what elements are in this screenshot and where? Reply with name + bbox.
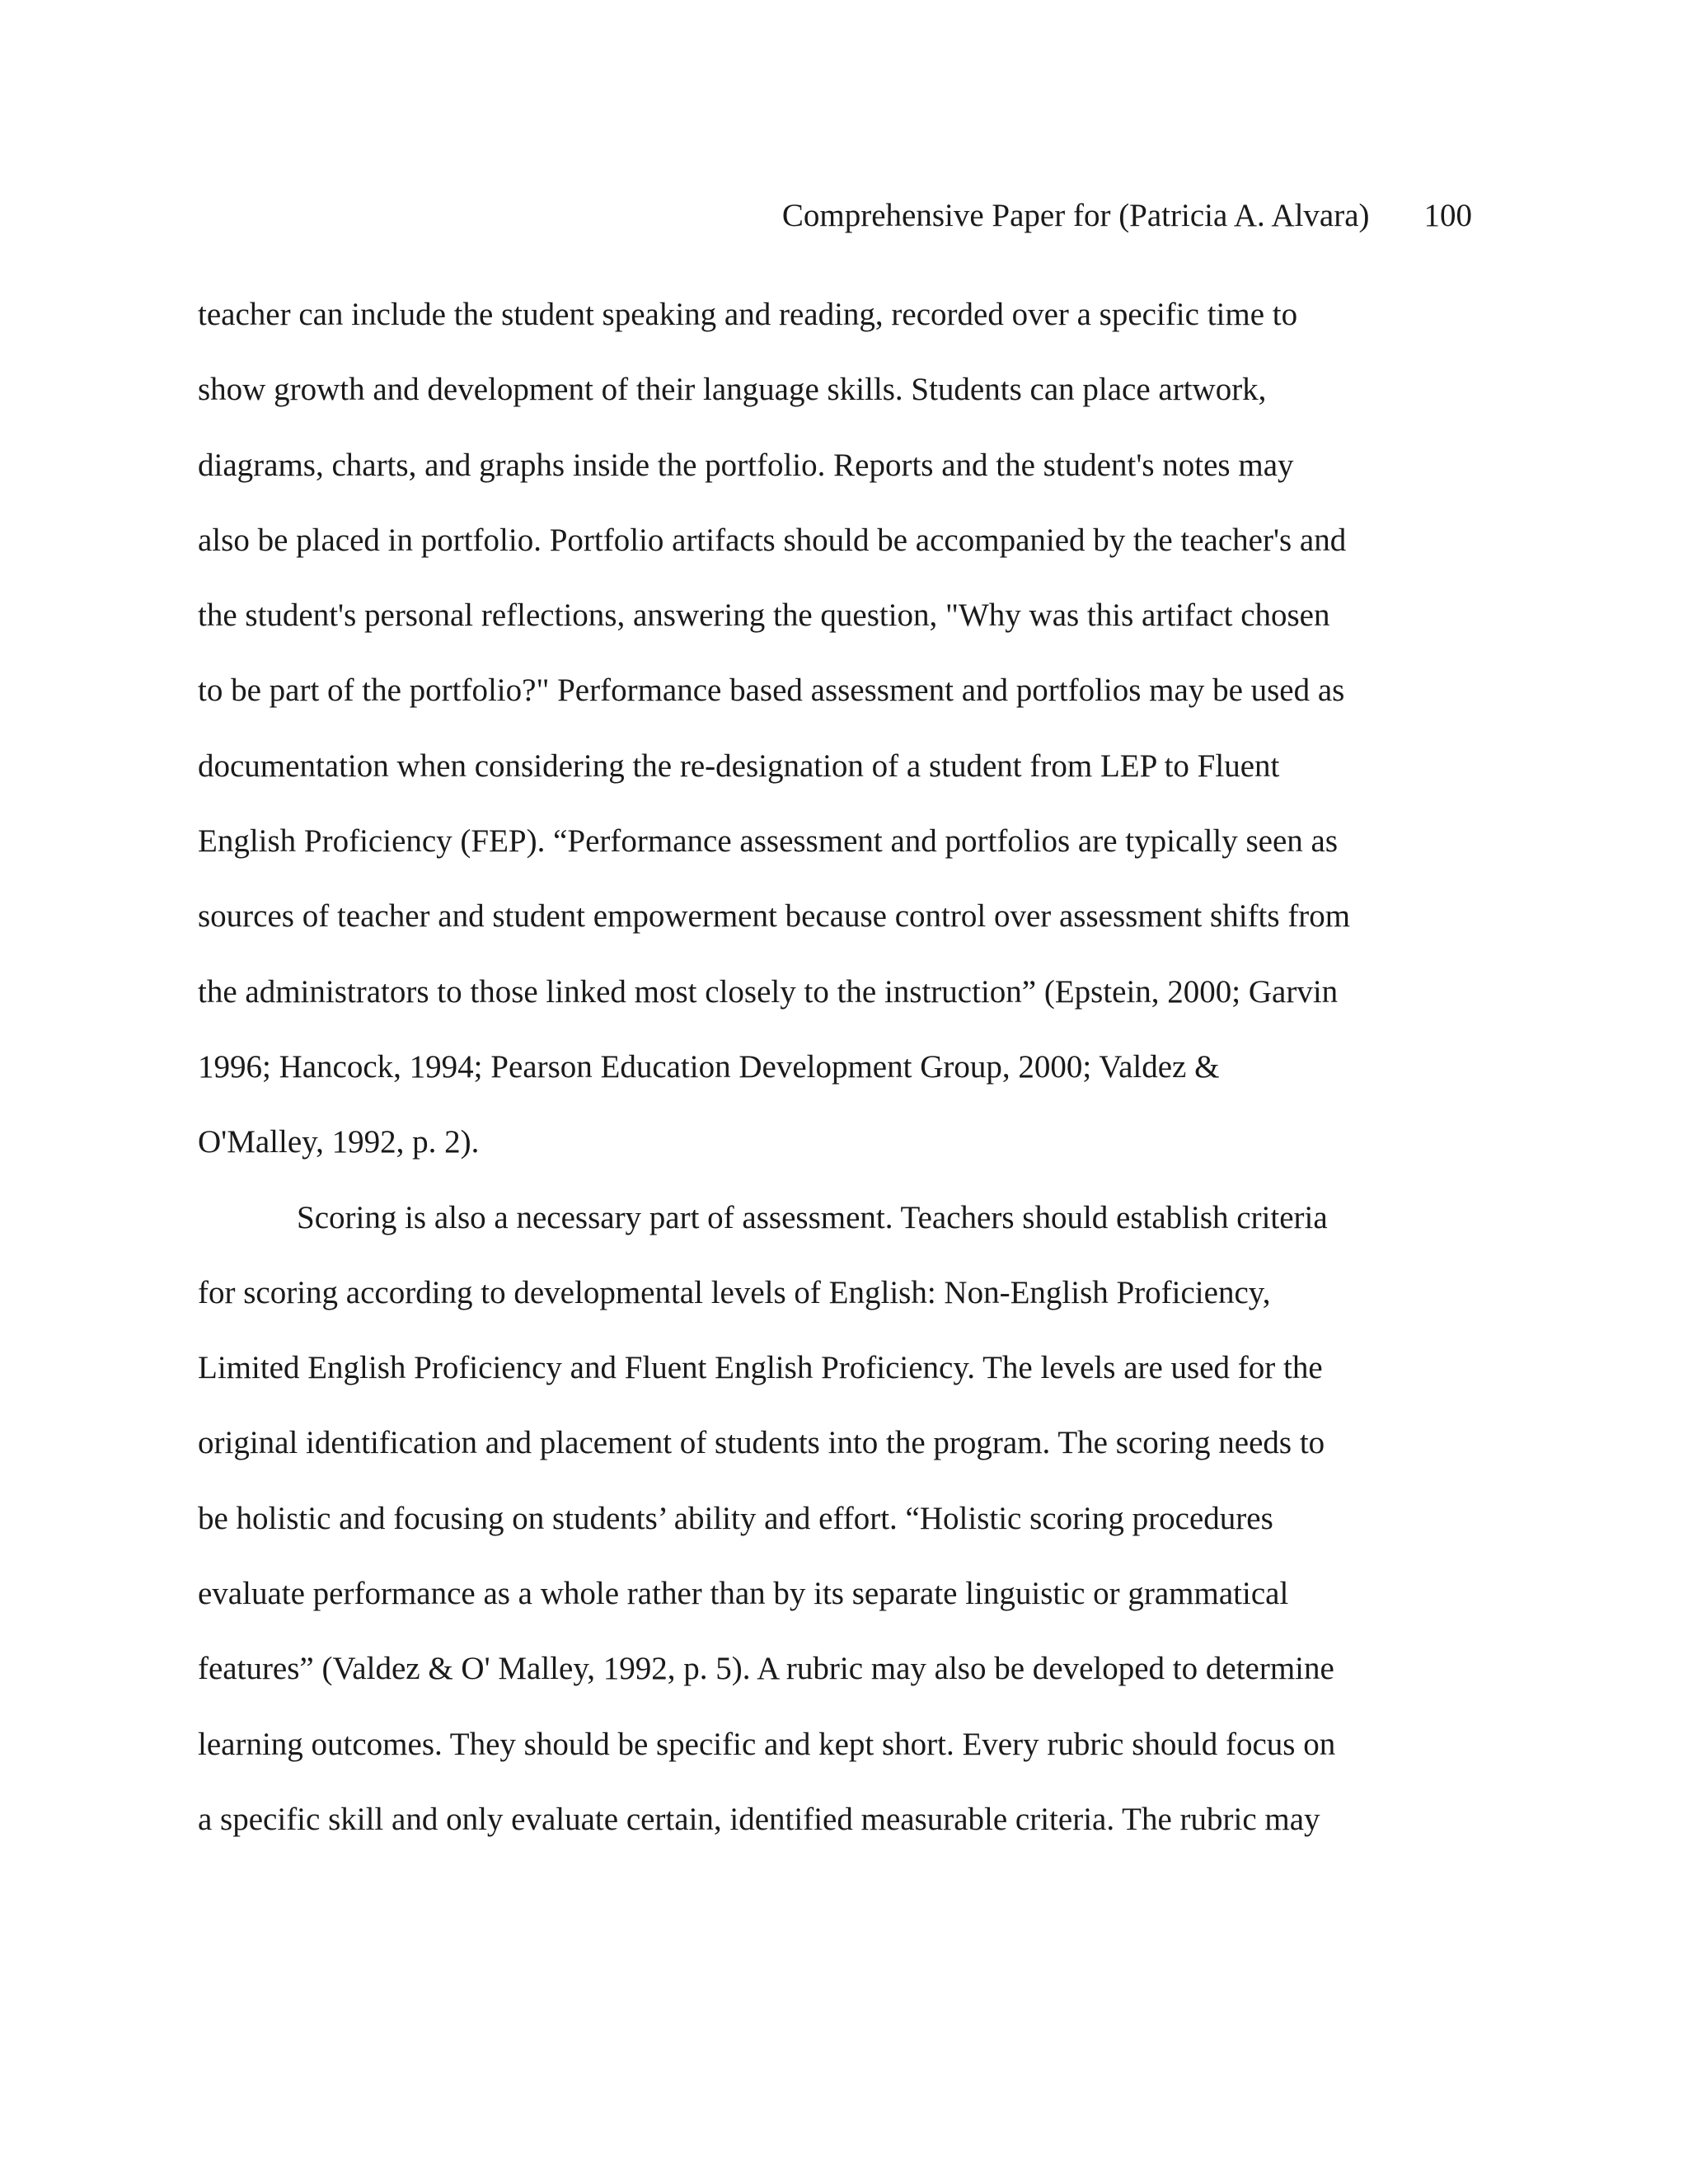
text-line: features” (Valdez & O' Malley, 1992, p. 5). A rubric may also be developed to determine bbox=[198, 1651, 1334, 1687]
text-line: a specific skill and only evaluate certain, identified measurable criteria. The rubric may bbox=[198, 1801, 1320, 1837]
text-line: 1996; Hancock, 1994; Pearson Education Development Group, 2000; Valdez & bbox=[198, 1048, 1220, 1085]
text-line: diagrams, charts, and graphs inside the portfolio. Reports and the student's notes may bbox=[198, 447, 1294, 483]
text-line: O'Malley, 1992, p. 2). bbox=[198, 1124, 480, 1160]
text-line: be holistic and focusing on students’ ability and effort. “Holistic scoring procedures bbox=[198, 1500, 1273, 1536]
running-head bbox=[782, 194, 1472, 237]
running-head-title: Comprehensive Paper for (Patricia A. Alvara) bbox=[781, 198, 1370, 233]
text-line: for scoring according to developmental levels of English: Non-English Proficiency, bbox=[198, 1274, 1271, 1310]
body-text bbox=[198, 293, 1451, 1873]
text-line: English Proficiency (FEP). “Performance assessment and portfolios are typically seen as bbox=[198, 823, 1339, 860]
page-number: 100 bbox=[1423, 198, 1472, 233]
text-line: Limited English Proficiency and Fluent English Proficiency. The levels are used for the bbox=[198, 1350, 1323, 1386]
text-line: to be part of the portfolio?" Performance based assessment and portfolios may be used as bbox=[198, 673, 1345, 709]
text-line: evaluate performance as a whole rather than by its separate linguistic or grammatical bbox=[198, 1576, 1289, 1612]
text-line: the student's personal reflections, answering the question, "Why was this artifact chosen bbox=[198, 598, 1330, 634]
text-line: learning outcomes. They should be specific and kept short. Every rubric should focus on bbox=[198, 1726, 1336, 1762]
text-line: original identification and placement of students into the program. The scoring needs to bbox=[198, 1425, 1325, 1461]
paragraph-first-line: Scoring is also a necessary part of assessment. Teachers should establish criteria bbox=[297, 1199, 1328, 1235]
text-line: sources of teacher and student empowerment because control over assessment shifts from bbox=[198, 898, 1351, 935]
text-line: show growth and development of their language skills. Students can place artwork, bbox=[198, 372, 1267, 408]
text-line: teacher can include the student speaking and reading, recorded over a specific time to bbox=[198, 297, 1298, 332]
text-line: the administrators to those linked most closely to the instruction” (Epstein, 2000; Garvin bbox=[198, 973, 1339, 1010]
text-line: also be placed in portfolio. Portfolio artifacts should be accompanied by the teacher's and bbox=[198, 522, 1347, 558]
text-line: documentation when considering the re-designation of a student from LEP to Fluent bbox=[198, 748, 1280, 784]
